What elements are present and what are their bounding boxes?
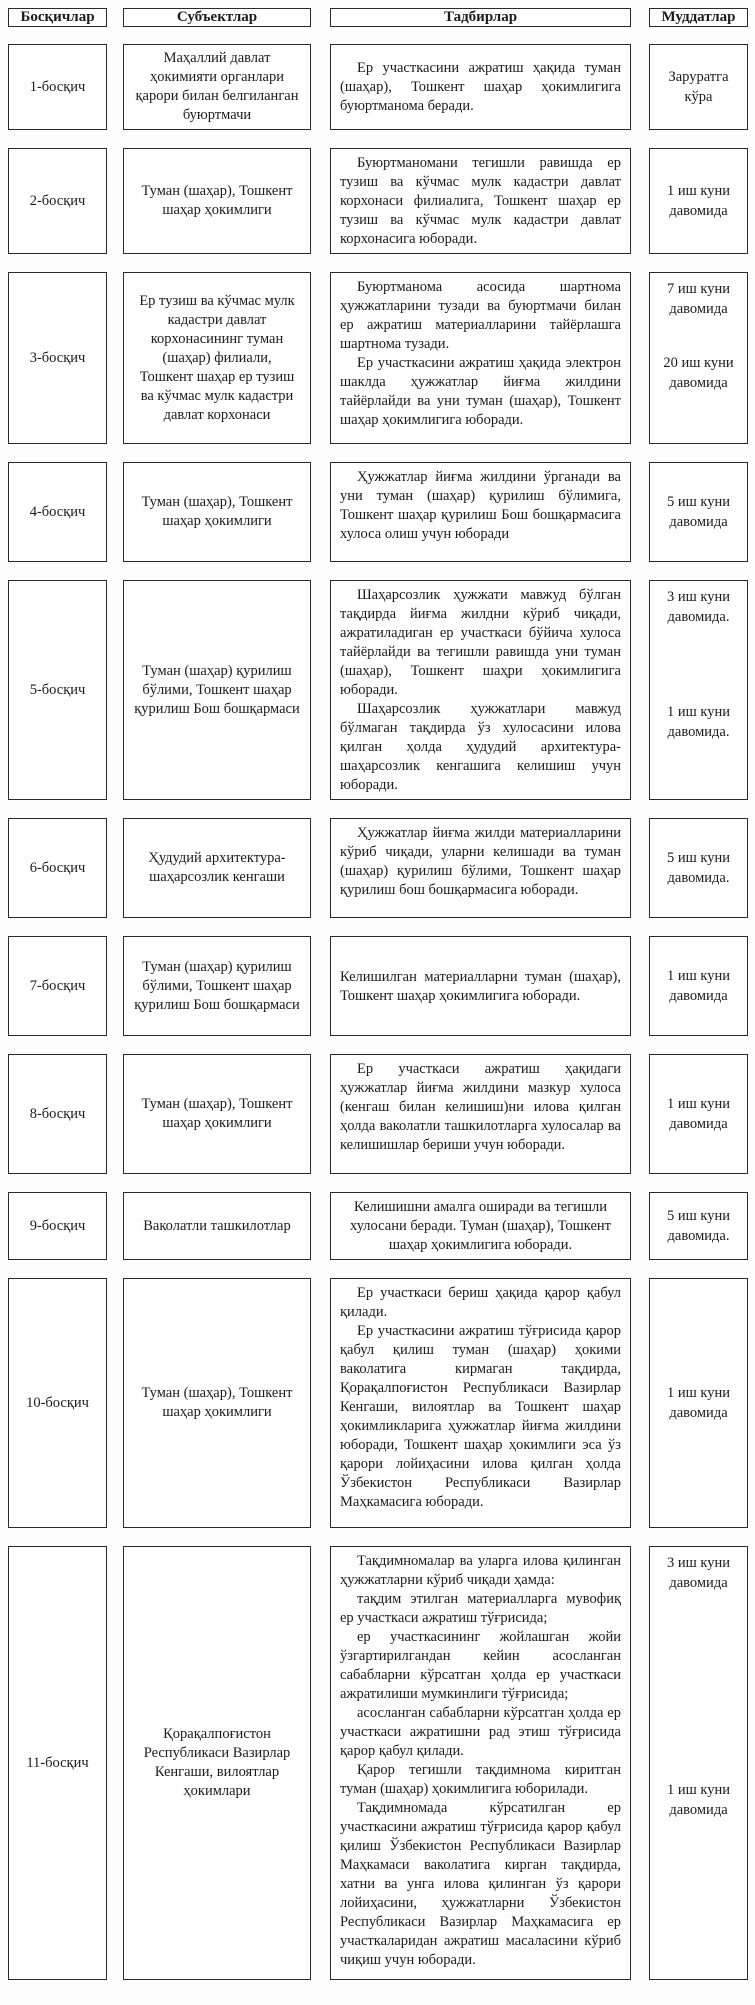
subject-cell: Маҳаллий давлат ҳокимияти органлари қарори билан белгиланган буюртмачи <box>123 44 311 130</box>
duration-text: Заруратга кўра <box>668 69 729 105</box>
duration-text: 3 иш куни давомида <box>666 1555 731 1591</box>
column-header-activities: Тадбирлар <box>330 8 631 27</box>
action-paragraph: Ҳужжатлар йиғма жилдини ўрганади ва уни туман (шаҳар) қурилиш бўлимига, Тошкент шаҳар қурилиш Бош бошқармасига хулоса олиш учун юборади <box>340 469 621 542</box>
column-header-deadlines: Муддатлар <box>649 8 748 27</box>
actions-cell <box>330 462 631 562</box>
action-paragraph: Буюртманома асосида шартнома ҳужжатларини тузади ва буюртмачи билан ер ажратиш материалларини тайёрлашга шартнома тузади. <box>340 279 621 352</box>
subject-cell: Туман (шаҳар) қурилиш бўлими, Тошкент шаҳар қурилиш Бош бошқармаси <box>123 580 311 800</box>
actions-cell <box>330 1278 631 1528</box>
stage-cell: 3-босқич <box>8 272 107 444</box>
table-row <box>8 148 748 254</box>
process-table-body <box>8 44 748 1980</box>
table-row <box>8 1546 748 1980</box>
duration-text: 20 иш куни давомида <box>663 355 734 391</box>
action-paragraph: тақдим этилган материалларга мувофиқ ер участкаси ажратиш тўғрисида; <box>340 1591 621 1626</box>
table-row <box>8 936 748 1036</box>
subject-cell: Туман (шаҳар), Тошкент шаҳар ҳокимлиги <box>123 1278 311 1528</box>
actions-cell <box>330 272 631 444</box>
subject-cell: Ваколатли ташкилотлар <box>123 1192 311 1260</box>
durations-cell <box>649 462 748 562</box>
table-row <box>8 580 748 800</box>
duration-text: 3 иш куни давомида. <box>666 589 731 625</box>
subject-cell: Туман (шаҳар), Тошкент шаҳар ҳокимлиги <box>123 148 311 254</box>
stage-cell: 7-босқич <box>8 936 107 1036</box>
durations-cell <box>649 580 748 800</box>
actions-cell <box>330 936 631 1036</box>
action-paragraph: Ҳужжатлар йиғма жилди материалларини кўриб чиқади, уларни келишади ва туман (шаҳар) қурилиш бўлими, Тошкент шаҳар қурилиш бош бошқармасига юборади. <box>340 825 621 898</box>
durations-cell <box>649 148 748 254</box>
action-paragraph: ер участкасининг жойлашган жойи ўзгартирилгандан кейин асосланган сабабларни кўрсатган ҳолда ер участкаси ажратилиши мумкинлиги тўғрисида; <box>340 1629 621 1702</box>
actions-cell <box>330 580 631 800</box>
subject-cell: Ер тузиш ва кўчмас мулк кадастри давлат корхонасининг туман (шаҳар) филиали, Тошкент шаҳар ер тузиш ва кўчмас мулк кадастри давлат корхонаси <box>123 272 311 444</box>
duration-text: 1 иш куни давомида <box>666 968 731 1004</box>
action-paragraph: Тақдимномалар ва уларга илова қилинган ҳужжатларни кўриб чиқади ҳамда: <box>340 1553 621 1588</box>
stage-cell: 6-босқич <box>8 818 107 918</box>
actions-cell <box>330 1546 631 1980</box>
duration-text: 7 иш куни давомида <box>666 281 731 317</box>
table-row <box>8 1192 748 1260</box>
subject-cell: Ҳудудий архитектура-шаҳарсозлик кенгаши <box>123 818 311 918</box>
action-paragraph: Ер участкасини ажратиш тўғрисида қарор қабул қилиш туман (шаҳар) ҳокими ваколатига кирмаган тақдирда, Қорақалпоғистон Республикаси Вазирлар Кенгаши, вилоятлар ва Тошкент шаҳар ҳокимликларига ҳужжатлар йиғма жилдини юборади, Тошкент шаҳар ҳокимлиги эса ўз қарори лойиҳасини илова қилган ҳолда Ўзбекистон Республикаси Вазирлар Маҳкамасига юборади. <box>340 1323 621 1510</box>
table-row <box>8 44 748 130</box>
duration-text: 5 иш куни давомида <box>666 494 731 530</box>
durations-cell <box>649 1278 748 1528</box>
table-row <box>8 818 748 918</box>
action-paragraph: Буюртманомани тегишли равишда ер тузиш ва кўчмас мулк кадастри давлат корхонаси филиалига, Тошкент шаҳар ер тузиш ва кўчмас мулк кадастри давлат корхонасига юборади. <box>340 155 621 247</box>
table-header-row <box>8 8 748 27</box>
table-row <box>8 1278 748 1528</box>
action-paragraph: Тақдимномада кўрсатилган ер участкасини ажратиш тўғрисида қарор қабул қилиш Ўзбекистон Республикаси Вазирлар Маҳкамаси ваколатига кирган тақдирда, хатни ва унга илова қилинган ўз қарори лойиҳасини, ҳужжатларни Ўзбекистон Республикаси Вазирлар Маҳкамасига ер участкаларидан ажратиш масаласини кўриб чиқиш учун юборади. <box>340 1800 621 1968</box>
action-paragraph: Ер участкасини ажратиш ҳақида туман (шаҳар), Тошкент шаҳар ҳокимлигига буюртманома беради. <box>340 60 621 114</box>
table-row <box>8 462 748 562</box>
stage-cell: 8-босқич <box>8 1054 107 1174</box>
duration-text: 1 иш куни давомида <box>666 1782 731 1818</box>
duration-text: 1 иш куни давомида <box>666 1385 731 1421</box>
duration-text: 1 иш куни давомида <box>666 183 731 219</box>
action-paragraph: Ер участкаси бериш ҳақида қарор қабул қилади. <box>340 1285 621 1320</box>
stage-cell: 1-босқич <box>8 44 107 130</box>
column-header-stages: Босқичлар <box>8 8 107 27</box>
action-paragraph: Шаҳарсозлик ҳужжатлари мавжуд бўлмаган тақдирда ўз хулосасини илова қилган ҳолда ҳудудий архитектура-шаҳарсозлик кенгашига келишиш учун юборади. <box>340 701 621 793</box>
actions-cell <box>330 818 631 918</box>
action-paragraph: Келишилган материалларни туман (шаҳар), Тошкент шаҳар ҳокимлигига юборади. <box>340 968 621 1004</box>
stage-cell: 10-босқич <box>8 1278 107 1528</box>
action-paragraph: Ер участкаси ажратиш ҳақидаги ҳужжатлар йиғма жилдини мазкур хулоса (кенгаш билан келишиш)ни илова қилган ҳолда ваколатли ташкилотларга хулосалар ва келишишлар бериши учун юборади. <box>340 1061 621 1153</box>
durations-cell <box>649 44 748 130</box>
durations-cell <box>649 936 748 1036</box>
action-paragraph: Қарор тегишли тақдимнома киритган туман (шаҳар) ҳокимлигига юборилади. <box>340 1762 621 1797</box>
stage-cell: 2-босқич <box>8 148 107 254</box>
durations-cell <box>649 1546 748 1980</box>
actions-cell <box>330 1192 631 1260</box>
subject-cell: Туман (шаҳар), Тошкент шаҳар ҳокимлиги <box>123 462 311 562</box>
stage-cell: 11-босқич <box>8 1546 107 1980</box>
subject-cell: Туман (шаҳар) қурилиш бўлими, Тошкент шаҳар қурилиш Бош бошқармаси <box>123 936 311 1036</box>
duration-text: 5 иш куни давомида. <box>666 1208 731 1244</box>
action-paragraph: Келишишни амалга оширади ва тегишли хулосани беради. Туман (шаҳар), Тошкент шаҳар ҳокимлигига юборади. <box>350 1199 611 1253</box>
duration-text: 1 иш куни давомида <box>666 1096 731 1132</box>
duration-text: 5 иш куни давомида. <box>666 850 731 886</box>
action-paragraph: Ер участкасини ажратиш ҳақида электрон шаклда ҳужжатлар йиғма жилдини тайёрлайди ва уни туман (шаҳар), Тошкент шаҳар ҳокимлигига юборади. <box>340 355 621 428</box>
durations-cell <box>649 818 748 918</box>
durations-cell <box>649 272 748 444</box>
subject-cell: Туман (шаҳар), Тошкент шаҳар ҳокимлиги <box>123 1054 311 1174</box>
stage-cell: 5-босқич <box>8 580 107 800</box>
column-header-subjects: Субъектлар <box>123 8 311 27</box>
table-row <box>8 1054 748 1174</box>
durations-cell <box>649 1054 748 1174</box>
table-row <box>8 272 748 444</box>
action-paragraph: асосланган сабабларни кўрсатган ҳолда ер участкаси ажратишни рад этиш тўғрисида қарор қабул қилади. <box>340 1705 621 1759</box>
actions-cell <box>330 148 631 254</box>
stage-cell: 4-босқич <box>8 462 107 562</box>
duration-text: 1 иш куни давомида. <box>666 704 731 740</box>
subject-cell: Қорақалпоғистон Республикаси Вазирлар Кенгаши, вилоятлар ҳокимлари <box>123 1546 311 1980</box>
actions-cell <box>330 1054 631 1174</box>
actions-cell <box>330 44 631 130</box>
action-paragraph: Шаҳарсозлик ҳужжати мавжуд бўлган тақдирда йиғма жилдни кўриб чиқади, ажратиладиган ер участкаси бўйича хулоса тайёрлайди ва тегишли равишда уни туман (шаҳар), Тошкент шаҳри ҳокимлигига юборади. <box>340 587 621 698</box>
durations-cell <box>649 1192 748 1260</box>
stage-cell: 9-босқич <box>8 1192 107 1260</box>
